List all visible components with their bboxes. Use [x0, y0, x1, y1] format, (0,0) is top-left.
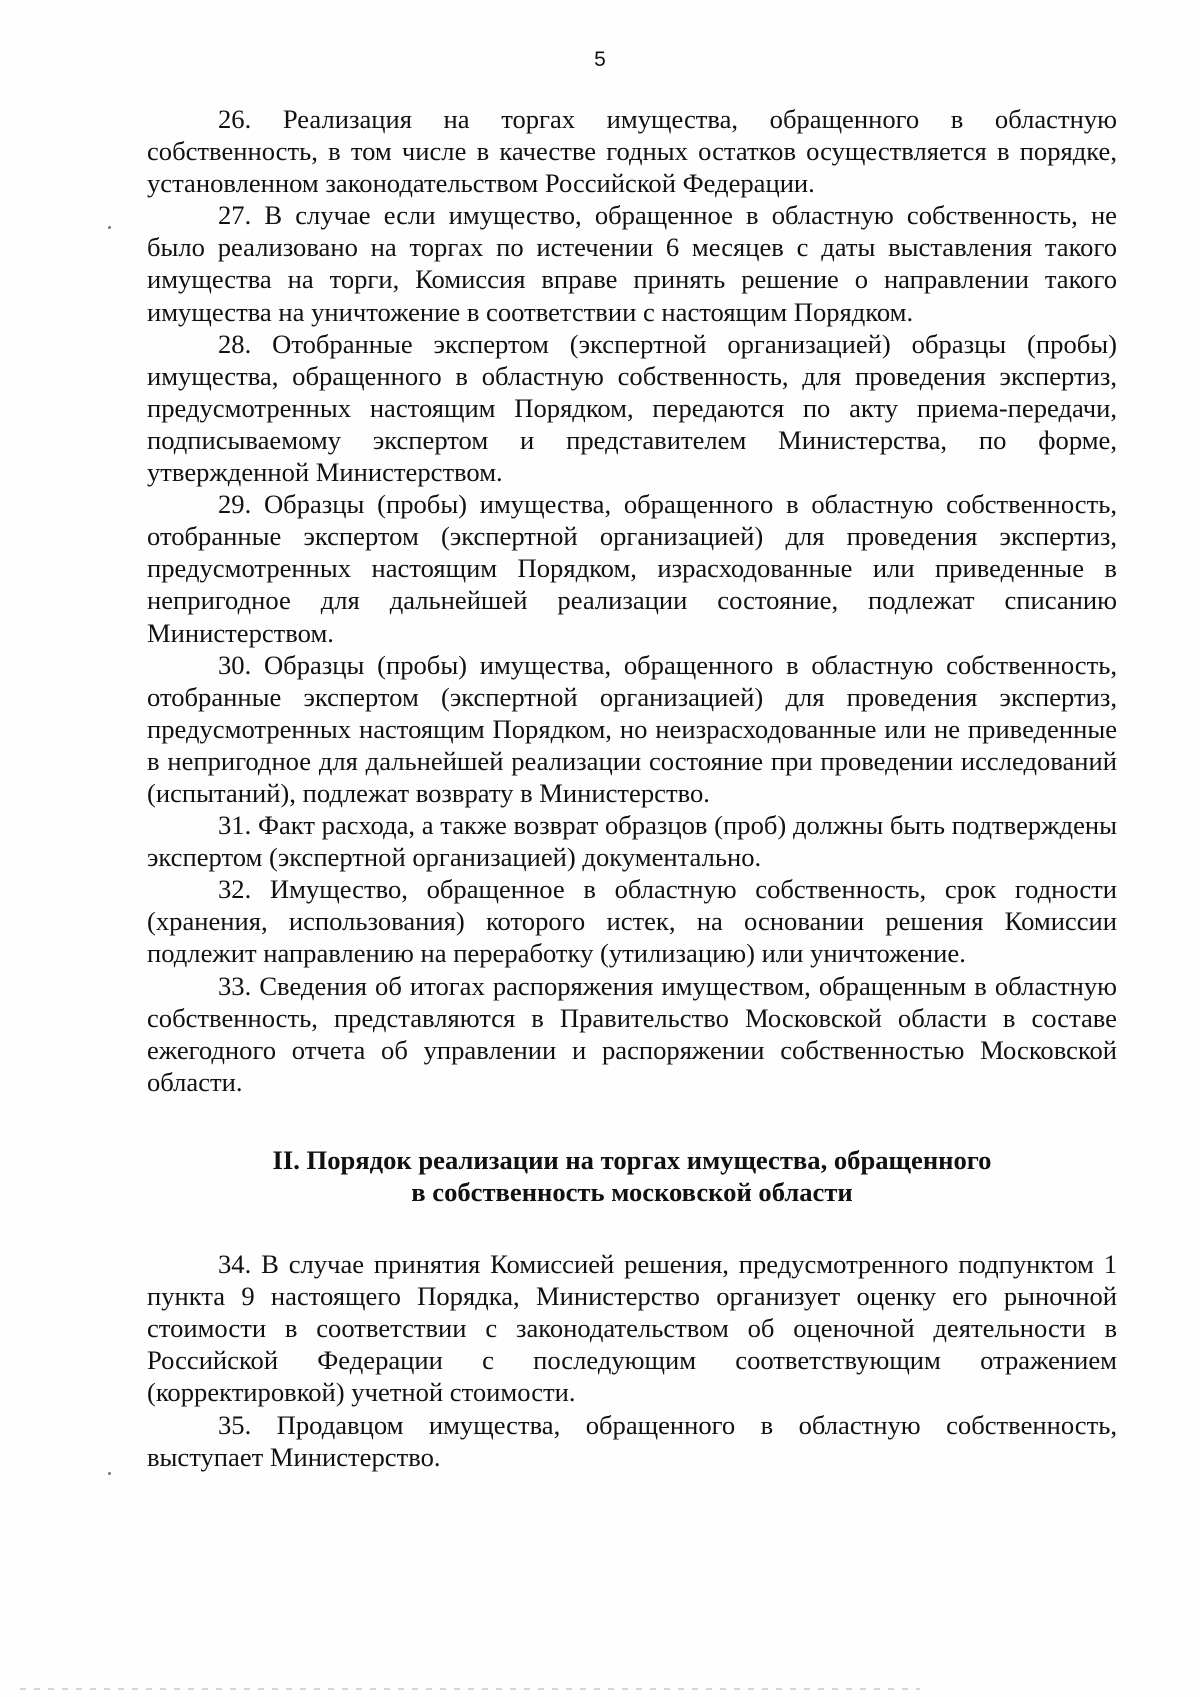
section-heading-line-1: II. Порядок реализации на торгах имущества, обращенного [272, 1144, 992, 1175]
paragraph-34: 34. В случае принятия Комиссией решения, предусмотренного подпунктом 1 пункта 9 настоящего Порядка, Министерство организует оценку его рыночной стоимости в соответствии с законодательством об оценочной деятельности в Российской Федерации с последующим соответствующим отражением (корректировкой) учетной стоимости. [147, 1249, 1117, 1408]
section-heading-line-2: в собственность московской области [411, 1177, 853, 1207]
paragraph-26: 26. Реализация на торгах имущества, обращенного в областную собственность, в том числе в качестве годных остатков осуществляется в порядке, установленном законодательством Российской Федерации. [147, 104, 1117, 199]
paragraph-35: 35. Продавцом имущества, обращенного в областную собственность, выступает Министерство. [147, 1409, 1117, 1472]
paragraph-31: 31. Факт расхода, а также возврат образцов (проб) должны быть подтверждены экспертом (экспертной организацией) документально. [147, 810, 1117, 873]
scan-edge-noise [20, 1688, 920, 1690]
paragraph-28: 28. Отобранные экспертом (экспертной организацией) образцы (пробы) имущества, обращенного в областную собственность, для проведения экспертиз, предусмотренных настоящим Порядком, передаются по акту приема-передачи, подписываемому экспертом и представителем Министерства, по форме, утвержденной Министерством. [147, 328, 1117, 488]
paragraph-33: 33. Сведения об итогах распоряжения имуществом, обращенным в областную собственность, представляются в Правительство Московской области в составе ежегодного отчета об управлении и распоряжении собственностью Московской области. [147, 970, 1117, 1097]
paragraph-29: 29. Образцы (пробы) имущества, обращенного в областную собственность, отобранные экспертом (экспертной организацией) для проведения экспертиз, предусмотренных настоящим Порядком, израсходованные или приведенные в непригодное для дальнейшей реализации состояние, подлежат списанию Министерством. [147, 489, 1117, 648]
page-number: 5 [594, 48, 606, 71]
paragraph-30: 30. Образцы (пробы) имущества, обращенного в областную собственность, отобранные экспертом (экспертной организацией) для проведения экспертиз, предусмотренных настоящим Порядком, но неизрасходованные или не приведенные в непригодное для дальнейшей реализации состояние при проведении исследований (испытаний), подлежат возврату в Министерство. [147, 649, 1117, 808]
paragraph-32: 32. Имущество, обращенное в областную собственность, срок годности (хранения, использования) которого истек, на основании решения Комиссии подлежит направлению на переработку (утилизацию) или уничтожение. [147, 874, 1117, 969]
scan-speck [108, 1472, 111, 1475]
paragraph-27: 27. В случае если имущество, обращенное в областную собственность, не было реализовано на торгах по истечении 6 месяцев с даты выставления такого имущества на торги, Комиссия вправе принять решение о направлении такого имущества на уничтожение в соответствии с настоящим Порядком. [147, 200, 1117, 327]
document-body [147, 103, 1117, 1473]
scan-speck [108, 226, 111, 229]
section-heading [147, 1144, 1117, 1208]
